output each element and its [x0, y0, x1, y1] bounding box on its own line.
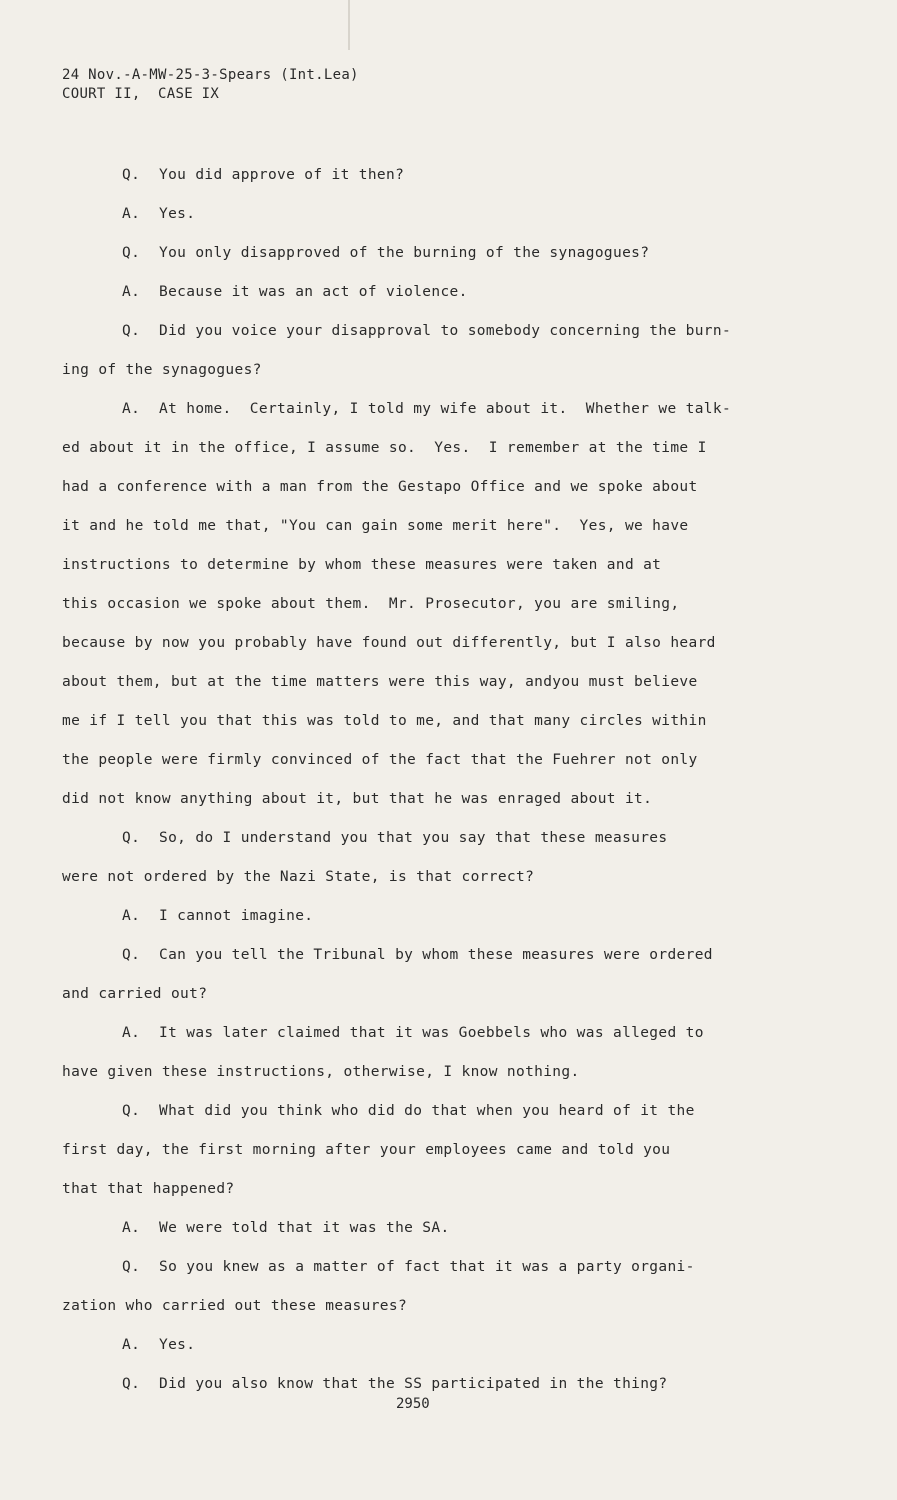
transcript-line-labeled — [62, 273, 782, 312]
line-text: about them, but at the time matters were this way, andyou must believe — [62, 674, 698, 690]
line-text: So you knew as a matter of fact that it was a party organi- — [159, 1259, 695, 1275]
line-text: first day, the first morning after your employees came and told you — [62, 1142, 671, 1158]
answer-label: A. — [122, 908, 141, 924]
transcript-line — [62, 351, 782, 390]
transcript-line-labeled — [62, 1326, 782, 1365]
transcript-line-labeled — [62, 234, 782, 273]
transcript-line-labeled — [62, 897, 782, 936]
transcript-line — [62, 1170, 782, 1209]
line-text: What did you think who did do that when you heard of it the — [159, 1103, 695, 1119]
header-reference-line: 24 Nov.-A-MW-25-3-Spears (Int.Lea) — [62, 67, 359, 83]
line-text: Can you tell the Tribunal by whom these measures were ordered — [159, 947, 713, 963]
answer-label: A. — [122, 206, 141, 222]
line-text: I cannot imagine. — [159, 908, 314, 924]
line-text: did not know anything about it, but that he was enraged about it. — [62, 791, 653, 807]
transcript-line-labeled — [62, 1209, 782, 1248]
transcript-line-labeled — [62, 1092, 782, 1131]
transcript-line — [62, 1053, 782, 1092]
transcript-line-labeled — [62, 195, 782, 234]
question-label: Q. — [122, 1259, 141, 1275]
answer-label: A. — [122, 1025, 141, 1041]
transcript-line-labeled — [62, 156, 782, 195]
line-text: Did you voice your disapproval to somebody concerning the burn- — [159, 323, 732, 339]
transcript-line — [62, 1131, 782, 1170]
transcript-line — [62, 1287, 782, 1326]
fold-mark — [348, 0, 350, 50]
line-text: At home. Certainly, I told my wife about it. Whether we talk- — [159, 401, 732, 417]
line-text: zation who carried out these measures? — [62, 1298, 408, 1314]
line-text: because by now you probably have found out differently, but I also heard — [62, 635, 716, 651]
line-text: ed about it in the office, I assume so. Yes. I remember at the time I — [62, 440, 707, 456]
transcript-line — [62, 429, 782, 468]
answer-label: A. — [122, 1220, 141, 1236]
question-label: Q. — [122, 947, 141, 963]
line-text: Because it was an act of violence. — [159, 284, 468, 300]
line-text: were not ordered by the Nazi State, is that correct? — [62, 869, 535, 885]
answer-label: A. — [122, 401, 141, 417]
line-text: You did approve of it then? — [159, 167, 405, 183]
question-label: Q. — [122, 830, 141, 846]
transcript-line-labeled — [62, 1014, 782, 1053]
question-label: Q. — [122, 1103, 141, 1119]
transcript-line — [62, 858, 782, 897]
line-text: So, do I understand you that you say that these measures — [159, 830, 668, 846]
transcript-line-labeled — [62, 312, 782, 351]
page-number: 2950 — [396, 1396, 430, 1412]
transcript-line — [62, 546, 782, 585]
transcript-line — [62, 663, 782, 702]
question-label: Q. — [122, 1376, 141, 1392]
transcript-line — [62, 585, 782, 624]
answer-label: A. — [122, 1337, 141, 1353]
line-text: the people were firmly convinced of the fact that the Fuehrer not only — [62, 752, 698, 768]
line-text: Did you also know that the SS participated in the thing? — [159, 1376, 668, 1392]
transcript-line — [62, 468, 782, 507]
transcript-line — [62, 702, 782, 741]
transcript-body — [62, 156, 782, 1404]
header-court-line: COURT II, CASE IX — [62, 86, 220, 102]
transcript-line — [62, 780, 782, 819]
line-text: You only disapproved of the burning of the synagogues? — [159, 245, 650, 261]
line-text: it and he told me that, "You can gain some merit here". Yes, we have — [62, 518, 689, 534]
transcript-line — [62, 507, 782, 546]
line-text: instructions to determine by whom these measures were taken and at — [62, 557, 662, 573]
line-text: We were told that it was the SA. — [159, 1220, 450, 1236]
line-text: and carried out? — [62, 986, 208, 1002]
transcript-line-labeled — [62, 819, 782, 858]
answer-label: A. — [122, 284, 141, 300]
question-label: Q. — [122, 323, 141, 339]
transcript-line — [62, 624, 782, 663]
transcript-line-labeled — [62, 1248, 782, 1287]
line-text: had a conference with a man from the Gestapo Office and we spoke about — [62, 479, 698, 495]
question-label: Q. — [122, 245, 141, 261]
line-text: me if I tell you that this was told to me, and that many circles within — [62, 713, 707, 729]
document-header — [62, 66, 359, 104]
line-text: have given these instructions, otherwise, I know nothing. — [62, 1064, 580, 1080]
line-text: that that happened? — [62, 1181, 235, 1197]
line-text: Yes. — [159, 1337, 196, 1353]
question-label: Q. — [122, 167, 141, 183]
line-text: ing of the synagogues? — [62, 362, 262, 378]
line-text: this occasion we spoke about them. Mr. Prosecutor, you are smiling, — [62, 596, 680, 612]
line-text: Yes. — [159, 206, 196, 222]
transcript-line — [62, 741, 782, 780]
transcript-line-labeled — [62, 390, 782, 429]
line-text: It was later claimed that it was Goebbels who was alleged to — [159, 1025, 704, 1041]
transcript-line — [62, 975, 782, 1014]
transcript-line-labeled — [62, 936, 782, 975]
